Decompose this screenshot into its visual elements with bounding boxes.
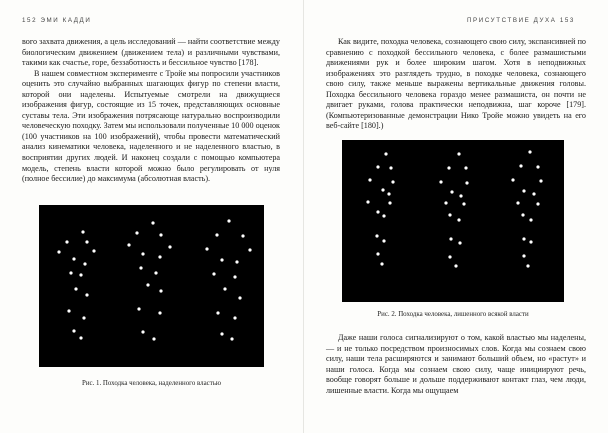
paragraph: В нашем совместном эксперименте с Тройе мы попросили участников оценить это случайно выбранных шагающих фигур по степени власти, которой они наделены. Испытуемые смотрели на движущиеся изображения фигур, состоящие из 15 точек, представляющих основные суставы тела. Эти изображения потрясающе натурально воспроизводили человеческую походку. Затем мы использовали полученные 10 000 оценок (100 участников на 100 изображений), чтобы провести математический анализ кинематики человека, наделенного и не наделенного властью, в восприятии других людей. И наконец создали с помощью компьютера модель, степень власти которой можно было регулировать от нуля (полное бессилие) до максимума (абсолютная власть).: [22, 68, 280, 184]
point-light-figures-image: [39, 205, 264, 367]
left-body-text: [22, 37, 280, 185]
figure-caption-1: Рис. 1. Походка человека, наделенного властью: [81, 380, 222, 387]
paragraph: Даже наши голоса сигнализируют о том, какой властью мы наделены, — и не только посредством произносимых слов. Когда мы сознаем свою силу, наши тела расширяются и занимают больший объем, но «растут» и наши голоса. Когда мы сознаем свою силу, чаще инициируют речь, вообще говорят больше и дольше поддерживают контакт глаз, чем люди, лишенные власти. Когда мы ощущаем: [326, 333, 586, 395]
paragraph: вого захвата движения, а цель исследований — найти соответствие между биологическим движением (движением тела) и различными чувствами, такими как счастье, горе, беззаботность и бессильное чувство [178].: [22, 37, 280, 68]
right-body-text-top: [326, 37, 586, 132]
figure-powerless-walk: [342, 140, 564, 302]
point-light-figures-image: [342, 140, 564, 302]
figure-powerful-walk: [39, 205, 264, 367]
running-head-left: 152 ЭМИ КАДДИ: [22, 17, 92, 24]
figure-caption-2: Рис. 2. Походка человека, лишенного всякой власти: [377, 311, 529, 318]
right-body-text-bottom: [326, 333, 586, 396]
paragraph: Как видите, походка человека, сознающего свою силу, экспансивней по сравнению с походкой бессильного человека, с более размашистыми движениями рук и более широким шагом. Хотя в неподвижных изображениях это разглядеть трудно, в походке человека, сознающего свою силу, также меньше выражены вертикальные движения головы. Походка бессильного человека гораздо менее размашиста, он почти не двигает руками, голова практически неподвижна, шаг короче [179]. (Компьютеризованные демонстрации Нико Тройе можно увидеть на его веб-сайте [180].): [326, 37, 586, 131]
right-page: [304, 0, 608, 433]
running-head-right: ПРИСУТСТВИЕ ДУХА 153: [467, 17, 575, 24]
